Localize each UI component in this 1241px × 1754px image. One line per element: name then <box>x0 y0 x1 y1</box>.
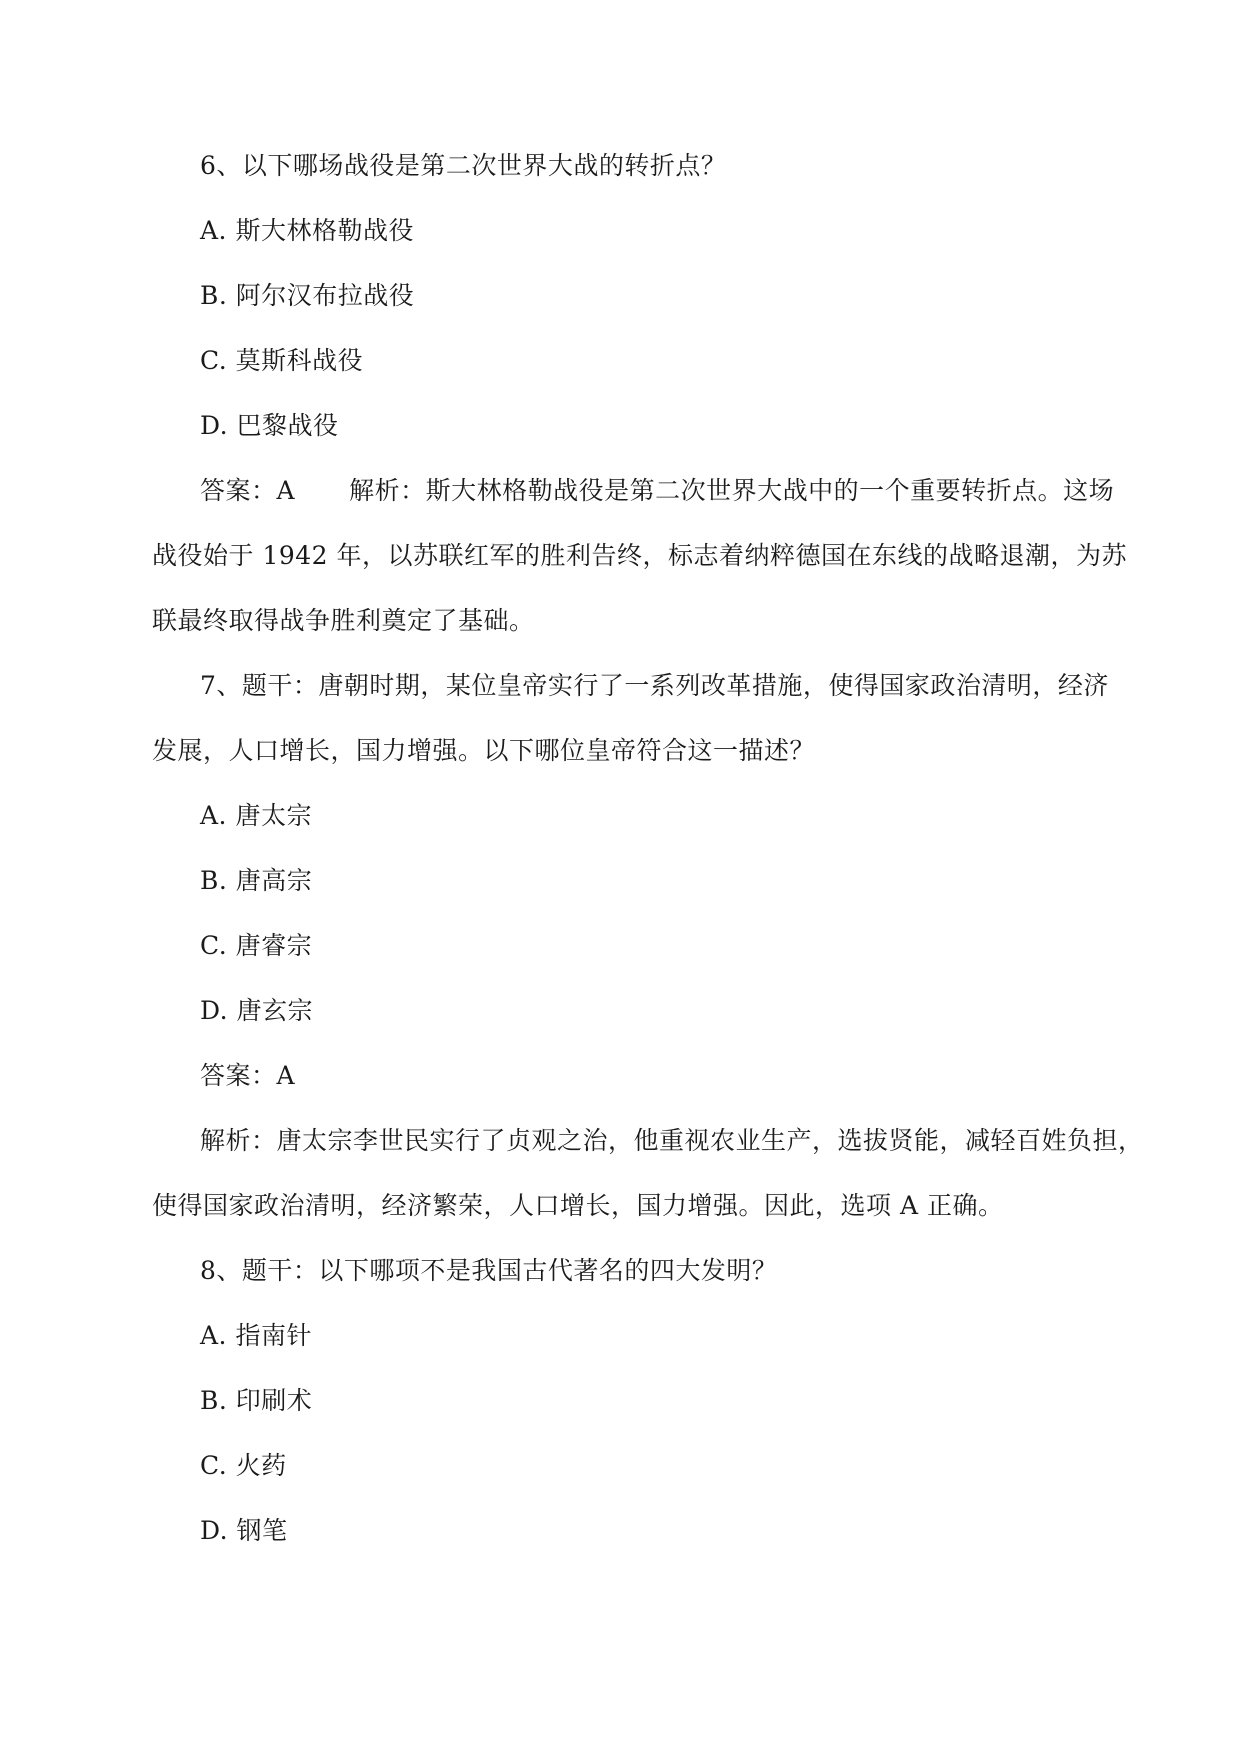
question-6-analysis-line-3: 联最终取得战争胜利奠定了基础。 <box>152 606 535 635</box>
question-6-answer: 答案：A <box>200 476 296 505</box>
question-8-option-a: A. 指南针 <box>200 1321 312 1350</box>
question-6-answer-row <box>200 475 1114 507</box>
question-6-option-a: A. 斯大林格勒战役 <box>200 216 414 245</box>
question-8-option-b: B. 印刷术 <box>200 1386 313 1415</box>
question-6-option-c: C. 莫斯科战役 <box>200 346 364 375</box>
question-8-stem: 8、题干：以下哪项不是我国古代著名的四大发明？ <box>200 1256 778 1285</box>
question-6-option-b: B. 阿尔汉布拉战役 <box>200 281 415 310</box>
question-7-option-d: D. 唐玄宗 <box>200 996 314 1025</box>
question-7-stem-line-2: 发展，人口增长，国力增强。以下哪位皇帝符合这一描述？ <box>152 736 816 765</box>
question-7-option-c: C. 唐睿宗 <box>200 931 313 960</box>
question-7-analysis-line-1: 解析：唐太宗李世民实行了贞观之治，他重视农业生产，选拔贤能，减轻百姓负担， <box>200 1126 1144 1155</box>
question-8-option-d: D. 钢笔 <box>200 1516 288 1545</box>
question-6-analysis-line-1: 解析：斯大林格勒战役是第二次世界大战中的一个重要转折点。这场 <box>349 476 1115 505</box>
question-7-answer: 答案：A <box>200 1061 296 1090</box>
question-6-option-d: D. 巴黎战役 <box>200 411 339 440</box>
question-7-option-b: B. 唐高宗 <box>200 866 313 895</box>
question-7-option-a: A. 唐太宗 <box>200 801 312 830</box>
question-7-analysis-line-2: 使得国家政治清明，经济繁荣，人口增长，国力增强。因此，选项 A 正确。 <box>152 1191 1004 1220</box>
question-8-option-c: C. 火药 <box>200 1451 287 1480</box>
question-6-stem: 6、以下哪场战役是第二次世界大战的转折点？ <box>200 151 727 180</box>
question-6-analysis-line-2: 战役始于 1942 年，以苏联红军的胜利告终，标志着纳粹德国在东线的战略退潮，为苏 <box>152 541 1128 570</box>
question-7-stem-line-1: 7、题干：唐朝时期，某位皇帝实行了一系列改革措施，使得国家政治清明，经济 <box>200 671 1109 700</box>
